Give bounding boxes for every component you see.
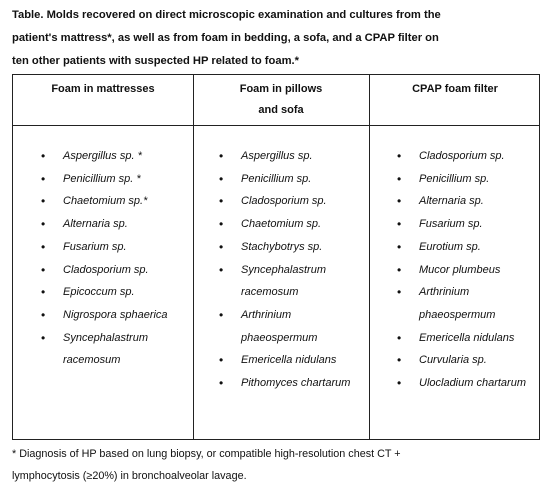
- list-item: • Curvularia sp.: [397, 349, 542, 372]
- list-item: • Stachybotrys sp.: [219, 236, 369, 259]
- column-divider-2: [369, 75, 370, 439]
- pillow-sofa-mold-list: [219, 145, 369, 395]
- list-item: • Penicillium sp.: [219, 168, 369, 191]
- caption-line-1: Table. Molds recovered on direct microscopic examination and cultures from the: [12, 9, 441, 21]
- caption-line-3: ten other patients with suspected HP related to foam.*: [12, 55, 299, 67]
- list-item: • Arthrinium phaeospermum: [397, 281, 542, 326]
- molds-table: [12, 74, 540, 440]
- list-item: • Alternaria sp.: [397, 190, 542, 213]
- cpap-filter-mold-list: [397, 145, 542, 395]
- footnote-line-1: * Diagnosis of HP based on lung biopsy, or compatible high-resolution chest CT +: [12, 448, 401, 460]
- list-item: • Pithomyces chartarum: [219, 372, 369, 395]
- footnote: [12, 443, 542, 487]
- list-item: • Emericella nidulans: [219, 349, 369, 372]
- list-item: • Cladosporium sp.: [219, 190, 369, 213]
- header-line-1: Foam in pillows: [239, 83, 323, 95]
- list-item: • Epicoccum sp.: [41, 281, 191, 304]
- caption-line-2: patient's mattress*, as well as from foam in bedding, a sofa, and a CPAP filter on: [12, 32, 439, 44]
- list-item: • Fusarium sp.: [41, 236, 191, 259]
- list-item: • Penicillium sp. *: [41, 168, 191, 191]
- list-item: • Penicillium sp.: [397, 168, 542, 191]
- footnote-line-2: lymphocytosis (≥20%) in bronchoalveolar lavage.: [12, 470, 247, 482]
- header-cpap-foam-filter: CPAP foam filter: [412, 83, 498, 95]
- table-caption: [12, 4, 542, 73]
- list-item: • Aspergillus sp.: [219, 145, 369, 168]
- list-item: • Syncephalastrum racemosum: [219, 259, 369, 304]
- header-foam-in-mattresses: Foam in mattresses: [51, 83, 155, 95]
- list-item: • Aspergillus sp. *: [41, 145, 191, 168]
- list-item: • Syncephalastrum racemosum: [41, 327, 191, 372]
- header-divider: [13, 125, 539, 126]
- list-item: • Alternaria sp.: [41, 213, 191, 236]
- list-item: • Chaetomium sp.*: [41, 190, 191, 213]
- list-item: • Cladosporium sp.: [41, 259, 191, 282]
- list-item: • Cladosporium sp.: [397, 145, 542, 168]
- list-item: • Mucor plumbeus: [397, 259, 542, 282]
- list-item: • Emericella nidulans: [397, 327, 542, 350]
- column-divider-1: [193, 75, 194, 439]
- list-item: • Ulocladium chartarum: [397, 372, 542, 395]
- list-item: • Eurotium sp.: [397, 236, 542, 259]
- list-item: • Fusarium sp.: [397, 213, 542, 236]
- list-item: • Chaetomium sp.: [219, 213, 369, 236]
- list-item: • Nigrospora sphaerica: [41, 304, 191, 327]
- list-item: • Arthrinium phaeospermum: [219, 304, 369, 349]
- mattress-mold-list: [41, 145, 191, 372]
- header-foam-in-pillows-and-sofa: [193, 79, 369, 121]
- header-line-2: and sofa: [258, 104, 304, 116]
